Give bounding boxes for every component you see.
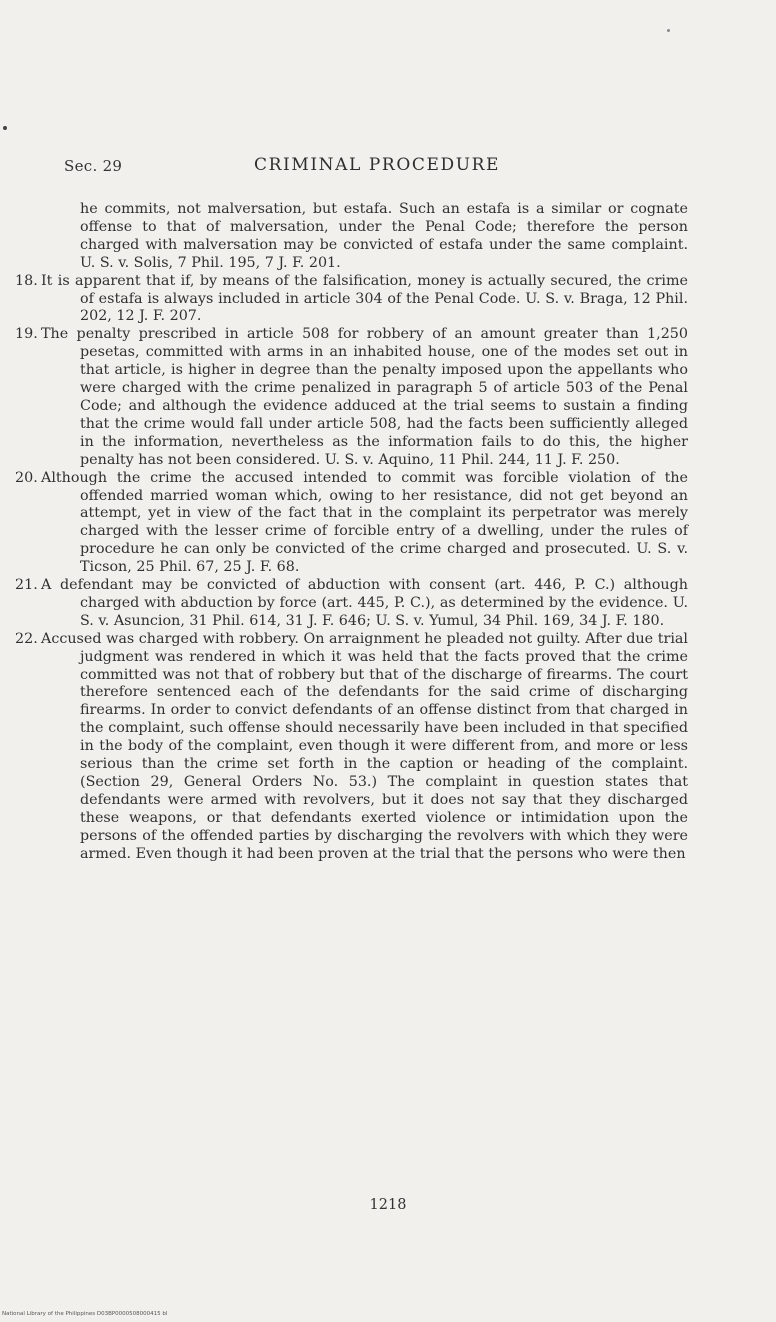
- item-number: 20.: [15, 469, 38, 486]
- page-body: [15, 201, 688, 864]
- list-item: [15, 272, 688, 327]
- running-title: CRIMINAL PROCEDURE: [254, 155, 501, 175]
- item-number: 21.: [15, 577, 38, 594]
- list-item: [15, 326, 688, 469]
- continued-paragraph: he commits, not malversation, but estafa. Such an estafa is a similar or cognate offense to that of malversation, under the Penal Code; therefore the person charged with malversation may be convicted of estafa under the same complaint. U. S. v. Solis, 7 Phil. 195, 7 J. F. 201.: [80, 201, 688, 271]
- item-text: A defendant may be convicted of abduction with consent (art. 446, P. C.) although charged with abduction by force (art. 445, P. C.), as determined by the evidence. U. S. v. Asuncion, 31 Phil. 614, 31 J. F. 646; U. S. v. Yumul, 34 Phil. 169, 34 J. F. 180.: [41, 577, 688, 629]
- item-number: 19.: [15, 326, 38, 343]
- item-text: It is apparent that if, by means of the falsification, money is actually secured, the crime of estafa is always included in article 304 of the Penal Code. U. S. v. Braga, 12 Phil. 202, 12 J. F. 207.: [41, 272, 688, 325]
- dust-speck: [667, 29, 670, 32]
- page-number: 1218: [369, 1197, 407, 1213]
- item-text: Although the crime the accused intended to commit was forcible violation of the offended married woman which, owing to her resistance, did not get beyond an attempt, yet in view of the fact that in the complaint its perpetrator was merely charged with the lesser crime of forcible entry of a dwelling, under the rules of procedure he can only be convicted of the crime charged and prosecuted. U. S. v. Ticson, 25 Phil. 67, 25 J. F. 68.: [41, 469, 688, 576]
- item-text: The penalty prescribed in article 508 for robbery of an amount greater than 1,250 pesetas, committed with arms in an inhabited house, one of the modes set out in that article, is higher in degree than the penalty imposed upon the appellants who were charged with the crime penalized in paragraph 5 of article 503 of the Penal Code; and although the evidence adduced at the trial seems to sustain a finding that the crime would fall under article 508, had the facts been sufficiently alleged in the information, nevertheless as the information fails to do this, the higher penalty has not been considered. U. S. v. Aquino, 11 Phil. 244, 11 J. F. 250.: [41, 326, 688, 468]
- running-header: [64, 155, 704, 179]
- item-number: 22.: [15, 630, 38, 647]
- dust-speck: [3, 126, 7, 130]
- item-number: 18.: [15, 272, 38, 289]
- section-label: Sec. 29: [64, 157, 123, 175]
- item-text: Accused was charged with robbery. On arraignment he pleaded not guilty. After due trial judgment was rendered in which it was held that the facts proved that the crime committed was not that of robbery but that of the discharge of firearms. The court therefore sentenced each of the defendants for the said crime of discharging firearms. In order to convict defendants of an offense distinct from that charged in the complaint, such offense should necessarily have been included in that specified in the body of the complaint, even though it were different from, and more or less serious than the crime set forth in the caption or heading of the complaint. (Section 29, General Orders No. 53.) The complaint in question states that defendants were armed with revolvers, but it does not say that they discharged these weapons, or that defendants exerted violence or intimidation upon the persons of the offended parties by discharging the revolvers with which they were armed. Even though it had been proven at the trial that the persons who were then: [41, 630, 688, 862]
- list-item: [15, 469, 688, 577]
- archive-footer: National Library of the Philippines D03BP0000508000415 bl: [2, 1311, 168, 1317]
- list-item: [15, 630, 688, 864]
- list-item: [15, 577, 688, 631]
